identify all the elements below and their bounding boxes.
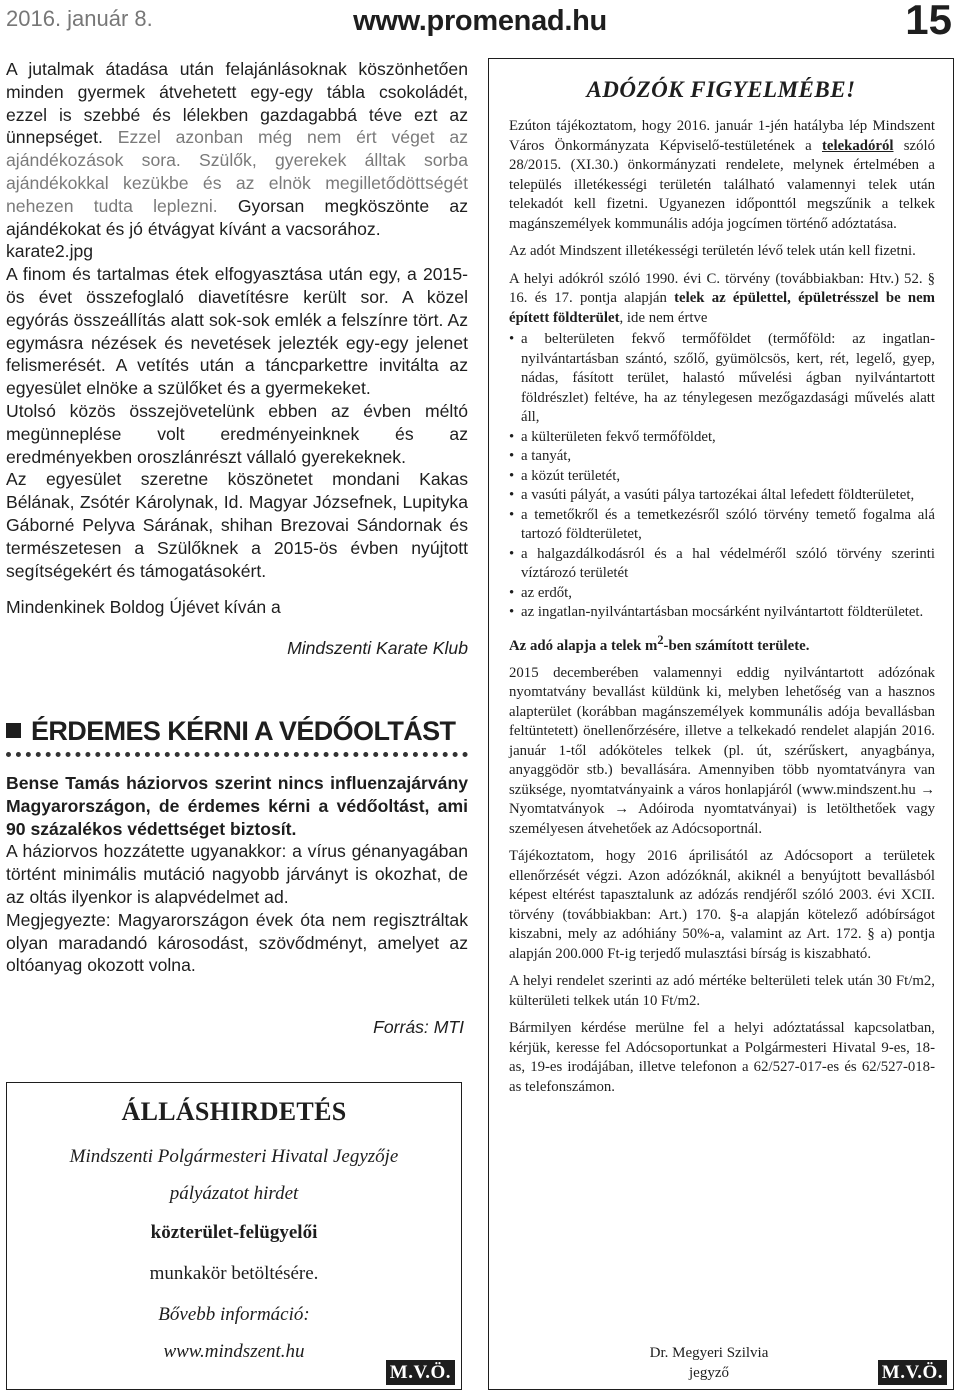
tax-paragraph-7: Bármilyen kérdése merülne fel a helyi adóztatással kapcsolatban, kérjük, keresse fel Adócsoportunkat a Polgármesteri Hivatal 9-es, 18-as, 19-es irodájában, illetve telefonon a 62/527-017-es és 62/527-018-as telefonszámon. xyxy=(509,1020,935,1095)
list-item: • a külterületen fekvő termőföldet, xyxy=(509,428,935,448)
karate-paragraph-3: Utolsó közös összejövetelünk ebben az évben méltó megünneplése volt eredményeinknek és az eredményekben oroszlánrészt vállaló gyerekeknek. xyxy=(6,400,468,467)
karate-paragraph-4: Az egyesület szeretne köszönetet mondani Kakas Bélának, Zsótér Károlynak, Id. Magyar Józsefnek, Lupityka Gáborné Pelyva Sárának, shihan Brezovai Sándornak és természetesen a Szülőknek a 2015-ös évben nyújtott segítségekért és támogatásokért. xyxy=(6,469,468,581)
tax-paragraph-4: 2015 decemberében valamennyi eddig nyilvántartott adózónak nyomtatvány bevallást küldünk ki, melyben lehetőség van a hasznos alapterület (korábban magánszemélyek kommunális adója bevallásban feltüntetett) önellenőrzésére, illetve a telkekadó rendelet alapján 2016. január 1-től adóköteles telkek (pl. út, szérűskert, anyagbánya, anyaggödör stb.) bevallására. Amennyiben több nyomtatványra van szüksége, nyomtatványaink a város honlapjáról (www.mindszent.hu → Nyomtatványok → Adóiroda nyomtatványai) is letölthetőek vagy személyesen átvehetőek az Adócsoportnál. xyxy=(509,664,935,837)
bullet-icon: • xyxy=(509,448,515,464)
tax-notice-box xyxy=(488,58,954,1390)
tax-notice-body xyxy=(509,117,935,1105)
list-item: • a közút területét, xyxy=(509,467,935,487)
tax-paragraph-6: A helyi rendelet szerinti az adó mértéke belterületi telek után 30 Ft/m2, külterületi telkek után 10 Ft/m2. xyxy=(509,973,935,1009)
tax-p3-c: , ide nem értve xyxy=(619,309,708,326)
bullet-icon: • xyxy=(509,545,515,562)
bullet-icon: • xyxy=(509,506,515,523)
job-ad-employer: Mindszenti Polgármesteri Hivatal Jegyzője xyxy=(69,1146,399,1167)
bullet-icon: • xyxy=(509,604,515,620)
vaccine-title xyxy=(6,716,468,750)
tax-p1-underlined: telekadóról xyxy=(822,137,894,154)
job-ad-title: ÁLLÁSHIRDETÉS xyxy=(121,1097,347,1126)
page-number: 15 xyxy=(905,0,952,43)
tax-p3-a: A helyi adókról szóló 1990. évi C. törvény (továbbiakban: Htv.) 52. § 16. és 17. pontja alapján xyxy=(509,270,935,306)
karate-signoff: Mindszenti Karate Klub xyxy=(287,638,468,659)
signature-role: jegyző xyxy=(689,1365,729,1381)
vaccine-paragraph-1: A háziorvos hozzátette ugyanakkor: a vírus génanyagában történt minimális mutáció nagyobb járványt is okozhat, de az oltás ilyenkor is alapvédelmet ad. xyxy=(6,841,468,907)
tax-base: Az adó alapja a telek $m^2$-ben számított területe. xyxy=(509,632,810,654)
karate-closing: Mindenkinek Boldog Újévet kíván a xyxy=(6,597,281,618)
job-ad-url[interactable]: www.mindszent.hu xyxy=(163,1341,305,1362)
mvo-badge: M.V.Ö. xyxy=(878,1360,947,1385)
list-item: • az ingatlan-nyilvántartásban mocsárként nyilvántartott földterületet. xyxy=(509,603,935,623)
tax-p3-bold: telek az épülettel, épületrésszel be nem épített földterület xyxy=(509,290,935,326)
job-ad-info-label: Bővebb információ: xyxy=(158,1304,310,1325)
vaccine-article xyxy=(6,772,468,1038)
karate-paragraph-2: A finom és tartalmas étek elfogyasztása után egy, a 2015-ös évet összefoglaló diavetítésre került sor. A közel egyórás összeállítás alatt sok-sok emlék a felszínre tört. Az egymásra nézések és nevetések jelezték egy-egy jelenet felismerését. A vetítés után a táncparkettre invitálta az egyesület elnöke a szülőket és a gyermekeket. xyxy=(6,264,468,399)
site-url[interactable]: www.promenad.hu xyxy=(353,5,607,37)
list-item: • a belterületen fekvő termőföldet (termőföld: az ingatlan-nyilvántartásban szántó, szőlő, gyümölcsös, kert, rét, legelő, gyep, nádas, fásított terület, halastó művelési ágban nyilvántartott földrészlet) feltéve, ha az ténylegesen mezőgazdasági művelés alatt áll, xyxy=(509,331,935,425)
exclusion-list xyxy=(509,330,935,623)
page-header xyxy=(0,0,960,44)
karate-text-dark-2: Gyorsan megköszönte az ajándékokat és jó étvágyat kívánt a vacsorához. xyxy=(6,195,468,239)
job-ad-announcement: pályázatot hirdet xyxy=(169,1183,299,1204)
image-reference: karate2.jpg xyxy=(6,241,94,262)
job-ad-box xyxy=(6,1082,462,1390)
tax-notice-title: ADÓZÓK FIGYELMÉBE! xyxy=(586,77,856,102)
square-bullet-icon xyxy=(6,723,21,738)
karate-text-grey: Ezzel azonban még nem ért véget az ajándékozások sora. Szülők, gyerekek álltak sorba ajándékokkal kezükbe és az elnök megilletődöttségét nehezen tudta leplezni. xyxy=(6,127,468,216)
list-item: • a halgazdálkodásról és a hal védelméről szóló törvény szerinti víztározó területét xyxy=(509,545,935,581)
list-item: • a temetőkről és a temetkezésről szóló törvény temető fogalma alá tartozó földterületet, xyxy=(509,506,935,542)
job-ad-fill: munkakör betöltésére. xyxy=(149,1263,319,1284)
karate-text-dark: A jutalmak átadása után felajánlásoknak köszönhetően minden gyermek átvehetett egy-egy tábla csokoládét, ezzel is szebbé és lélekben gazdagabbá téve ezt az ünnepséget. xyxy=(6,59,468,148)
karate-paragraph-1 xyxy=(6,58,468,240)
job-ad-position: közterület-felügyelői xyxy=(150,1222,318,1243)
dotted-divider xyxy=(6,752,468,757)
issue-date: 2016. január 8. xyxy=(6,6,153,31)
tax-paragraph-2: Az adót Mindszent illetékességi területén lévő telek után kell fizetni. xyxy=(509,243,916,259)
vaccine-source: Forrás: MTI xyxy=(373,1017,464,1038)
tax-paragraph-5: Tájékoztatom, hogy 2016 áprilisától az Adócsoport a területek ellenőrzését végzi. Azon adózóknál, akiknél a benyújtott bevallásból képest eltérést tapasztalunk az adózás rendjéről szóló 2003. évi XCII. törvény (továbbiakban: Art.) 170. §-a alapján kötelező adóbírságot kiszabni, mely az adóhiány 50%-a, valamint az Art. 172. § a) pontja alapján 200.000 Ft-ig terjedő mulasztási bírság is kiszabható. xyxy=(509,848,935,962)
tax-paragraph-1 xyxy=(509,117,935,234)
tax-p1-a: Ezúton tájékoztatom, hogy 2016. január 1-jén hatályba lép Mindszent Város Önkormányzata Képviselő-testületének a xyxy=(509,118,935,154)
karate-article xyxy=(6,58,468,660)
vaccine-lead: Bense Tamás háziorvos szerint nincs influenzajárvány Magyarországon, de érdemes kérni a védőoltást, ami 90 százalékos védettséget biztosít. xyxy=(6,773,468,839)
list-item: • a tanyát, xyxy=(509,447,935,467)
bullet-icon: • xyxy=(509,428,515,445)
bullet-icon: • xyxy=(509,584,515,601)
mvo-badge: M.V.Ö. xyxy=(386,1360,455,1385)
list-item: • az erdőt, xyxy=(509,584,935,604)
bullet-icon: • xyxy=(509,487,515,503)
vaccine-paragraph-2: Megjegyezte: Magyarországon évek óta nem regisztráltak olyan maradandó károsodást, szövődményt, amelyet az oltóanyag okozott volna. xyxy=(6,909,468,976)
list-item: • a vasúti pályát, a vasúti pálya tartozékai által lefedett földterületet, xyxy=(509,486,935,506)
tax-p1-b: szóló 28/2015. (XI.30.) önkormányzati rendelete, melynek értelmében a település illetékességi területén található valamennyi telek után telekadót kell fizetni. Ugyanezen időponttól megszűnik a telkek magánszemélyek kommunális adója jogcímen történő adóztatása. xyxy=(509,137,935,232)
vaccine-title-text: ÉRDEMES KÉRNI A VÉDŐOLTÁST xyxy=(31,716,456,746)
tax-paragraph-3 xyxy=(509,270,935,329)
bullet-icon: • xyxy=(509,467,515,484)
signature-name: Dr. Megyeri Szilvia xyxy=(649,1345,769,1361)
bullet-icon: • xyxy=(509,331,515,347)
